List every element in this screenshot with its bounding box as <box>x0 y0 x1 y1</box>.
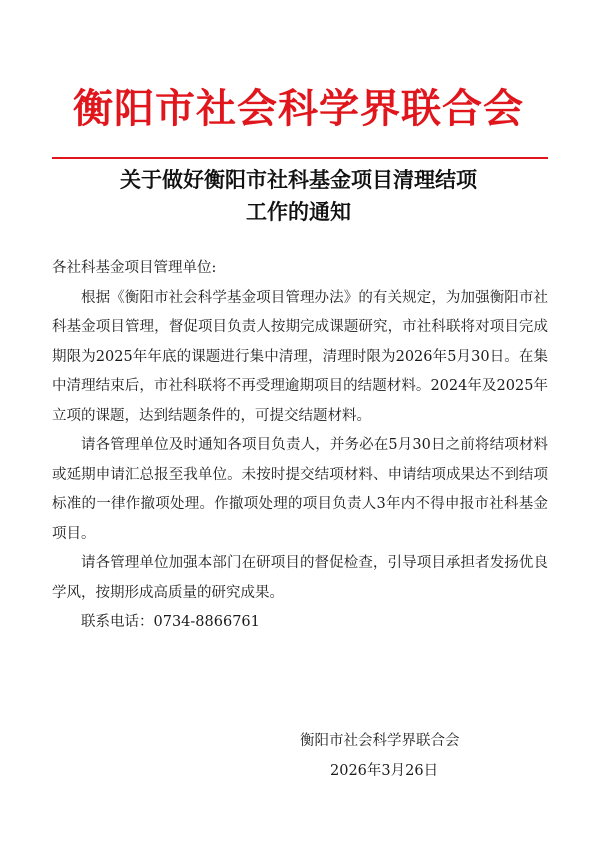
document-title <box>0 164 597 228</box>
contact-phone: 联系电话：0734-8866761 <box>81 614 260 630</box>
body-paragraph-2: 请各管理单位及时通知各项目负责人，并务必在5月30日之前将结项材料或延期申请汇总报至我单位。未按时提交结项材料、申请结项成果达不到结项标准的一律作撤项处理。作撤项处理的项目负责人3年内不得申报市社科基金项目。 <box>52 437 548 542</box>
salutation: 各社科基金项目管理单位: <box>52 260 217 276</box>
body-paragraph-3: 请各管理单位加强本部门在研项目的督促检查，引导项目承担者发扬优良学风，按期形成高质量的研究成果。 <box>52 555 548 601</box>
body-paragraph-1: 根据《衡阳市社会科学基金项目管理办法》的有关规定，为加强衡阳市社科基金项目管理，督促项目负责人按期完成课题研究，市社科联将对项目完成期限为2025年年底的课题进行集中清理，清理时限为2026年5月30日。在集中清理结束后，市社科联将不再受理逾期项目的结题材料。2024年及2025年立项的课题，达到结题条件的，可提交结题材料。 <box>52 289 548 424</box>
document-title-line-2: 工作的通知 <box>246 199 351 224</box>
document-body <box>52 254 548 638</box>
org-banner-title: 衡阳市社会科学界联合会 <box>73 85 524 132</box>
signature-org: 衡阳市社会科学界联合会 <box>300 733 460 749</box>
document-title-line-1: 关于做好衡阳市社科基金项目清理结项 <box>120 167 477 192</box>
signature-date: 2026年3月26日 <box>330 763 439 779</box>
red-divider <box>52 157 548 159</box>
